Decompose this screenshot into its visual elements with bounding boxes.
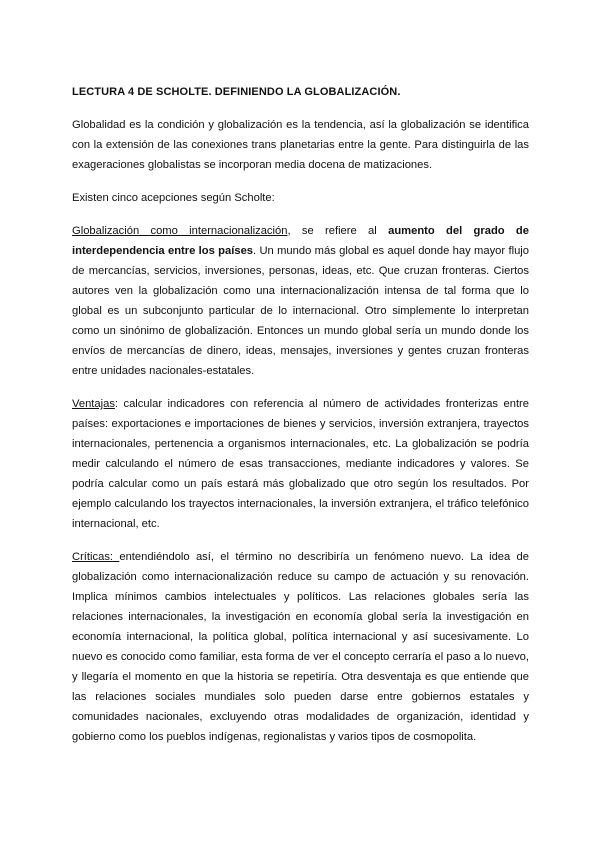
paragraph-criticas bbox=[72, 547, 529, 747]
bold-emphasis: aumento del grado de interdependencia entre los países bbox=[72, 225, 529, 257]
paragraph-acepciones: Existen cinco acepciones según Scholte: bbox=[72, 192, 275, 204]
text-segment: , se refiere al bbox=[287, 225, 389, 237]
text-segment: : calcular indicadores con referencia al número de actividades fronterizas entre países: exportaciones e importaciones de bienes y servicios, inversión extranjera, trayectos internacionales, pertenencia a organismos internacionales, etc. La globalización se podría medir calculando el número de esas transacciones, mediante indicadores y valores. Se podría calcular como un país estará más globalizado que otro según los resultados. Por ejemplo calculando los trayectos internacionales, la inversión extranjera, el tráfico telefónico internacional, etc. bbox=[72, 398, 529, 530]
document-title: LECTURA 4 DE SCHOLTE. DEFINIENDO LA GLOBALIZACIÓN. bbox=[72, 86, 401, 98]
paragraph-globalidad: Globalidad es la condición y globalización es la tendencia, así la globalización se identifica con la extensión de las conexiones trans planetarias entre la gente. Para distinguirla de las exageraciones globalistas se incorporan media docena de matizaciones. bbox=[72, 119, 529, 171]
underlined-term-ventajas: Ventajas bbox=[72, 398, 115, 410]
underlined-term-internacionalizacion: Globalización como internacionalización bbox=[72, 225, 288, 237]
paragraph-ventajas bbox=[72, 394, 529, 534]
document-page bbox=[72, 82, 529, 760]
text-segment: entendiéndolo así, el término no describiría un fenómeno nuevo. La idea de globalización como internacionalización reduce su campo de actuación y su renovación. Implica mínimos cambios intelectuales y políticos. Las relaciones globales sería las relaciones internacionales, la investigación en economía global sería la investigación en economía internacional, la política global, política internacional y así sucesivamente. Lo nuevo es conocido como familiar, esta forma de ver el concepto cerraría el paso a lo nuevo, y llegaría el momento en que la historia se repetiría. Otra desventaja es que entiende que las relaciones sociales mundiales solo pueden darse entre gobiernos estatales y comunidades nacionales, excluyendo otras modalidades de organización, identidad y gobierno como los pueblos indígenas, regionalistas y varios tipos de cosmopolita. bbox=[72, 551, 529, 743]
paragraph-internacionalizacion bbox=[72, 221, 529, 381]
underlined-term-criticas: Críticas: bbox=[72, 551, 120, 563]
text-segment: . Un mundo más global es aquel donde hay mayor flujo de mercancías, servicios, inversiones, personas, ideas, etc. Que cruzan fronteras. Ciertos autores ven la globalización como una internacionalización intensa de tal forma que lo global es un subconjunto particular de lo internacional. Otro simplemente lo interpretan como un sinónimo de globalización. Entonces un mundo global sería un mundo donde los envíos de mercancías de dinero, ideas, mensajes, inversiones y gentes cruzan fronteras entre unidades nacionales-estatales. bbox=[72, 245, 529, 377]
